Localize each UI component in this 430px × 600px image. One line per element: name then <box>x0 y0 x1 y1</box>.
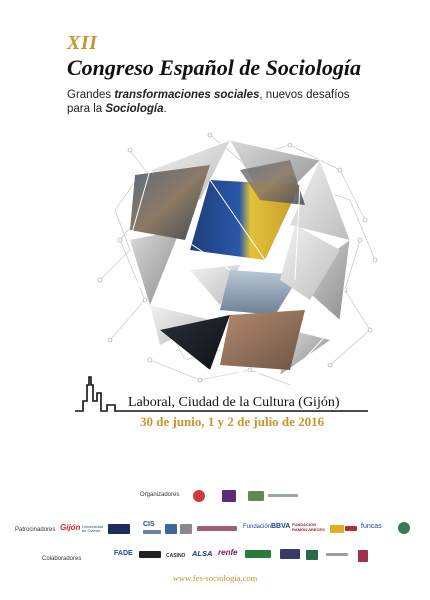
casino-logo: CASINO <box>166 553 186 559</box>
subtitle-text-1: Grandes <box>67 89 115 101</box>
collaborator-logo-icon <box>358 550 368 562</box>
sponsor-logo-icon <box>197 526 237 531</box>
fundacion-logo: Fundación <box>243 524 272 530</box>
sponsor-logo-icon <box>108 524 130 534</box>
sponsor-logo-icon <box>345 526 357 531</box>
photo-faces <box>220 310 305 370</box>
ramon-areces-logo: FUNDACIÓN RAMÓN ARECES <box>292 522 325 532</box>
collaborator-logo-icon <box>306 550 318 560</box>
gijon-logo: Gijón <box>60 523 81 532</box>
fade-logo: FADE <box>114 550 133 557</box>
bbva-logo: BBVA <box>271 523 291 530</box>
organizer-logo-icon <box>268 494 298 497</box>
collaborator-logo-icon <box>280 549 300 559</box>
colaboradores-label: Colaboradores <box>42 556 82 562</box>
renfe-logo: renfe <box>218 548 238 557</box>
sponsor-logo-icon <box>143 530 161 534</box>
sponsor-logo-icon <box>165 524 177 534</box>
organizadores-label: Organizadores <box>140 492 180 498</box>
polyhedron-collage <box>90 130 380 390</box>
funcas-logo: funcas <box>361 523 382 530</box>
subtitle-em-1: transformaciones sociales <box>114 89 260 101</box>
patrocinadores-label: Patrocinadores <box>15 527 56 533</box>
congress-title: Congreso Español de Sociología <box>67 55 361 80</box>
subtitle-tail-1: , nuevos desafíos <box>259 89 350 101</box>
event-dates: 30 de junio, 1 y 2 de julio de 2016 <box>140 414 325 429</box>
cis-logo: CIS <box>143 521 155 528</box>
subtitle-em-2: Sociología <box>105 103 164 115</box>
organizer-logo-icon <box>248 491 264 501</box>
edition-number: XII <box>67 32 98 54</box>
congress-subtitle <box>67 88 367 116</box>
collaborator-logo-icon <box>245 550 271 558</box>
sponsor-logo-icon <box>398 522 410 534</box>
organizer-logo-icon <box>193 490 205 502</box>
website-link[interactable]: www.fes-sociologia.com <box>172 573 258 583</box>
sponsor-logo-icon <box>180 524 192 534</box>
organizer-logo-icon <box>222 490 236 502</box>
facet <box>130 230 180 305</box>
sponsor-logo-icon <box>330 525 344 533</box>
collaborator-logo-icon <box>326 553 348 556</box>
subtitle-tail-2: . <box>163 103 167 115</box>
venue-name: Laboral, Ciudad de la Cultura (Gijón) <box>128 395 340 410</box>
subtitle-text-2: para la <box>67 103 106 115</box>
collaborator-logo-icon <box>139 551 161 558</box>
universidad-logo: Universidad de Oviedo <box>82 524 104 533</box>
alsa-logo: ALSA <box>192 549 213 558</box>
